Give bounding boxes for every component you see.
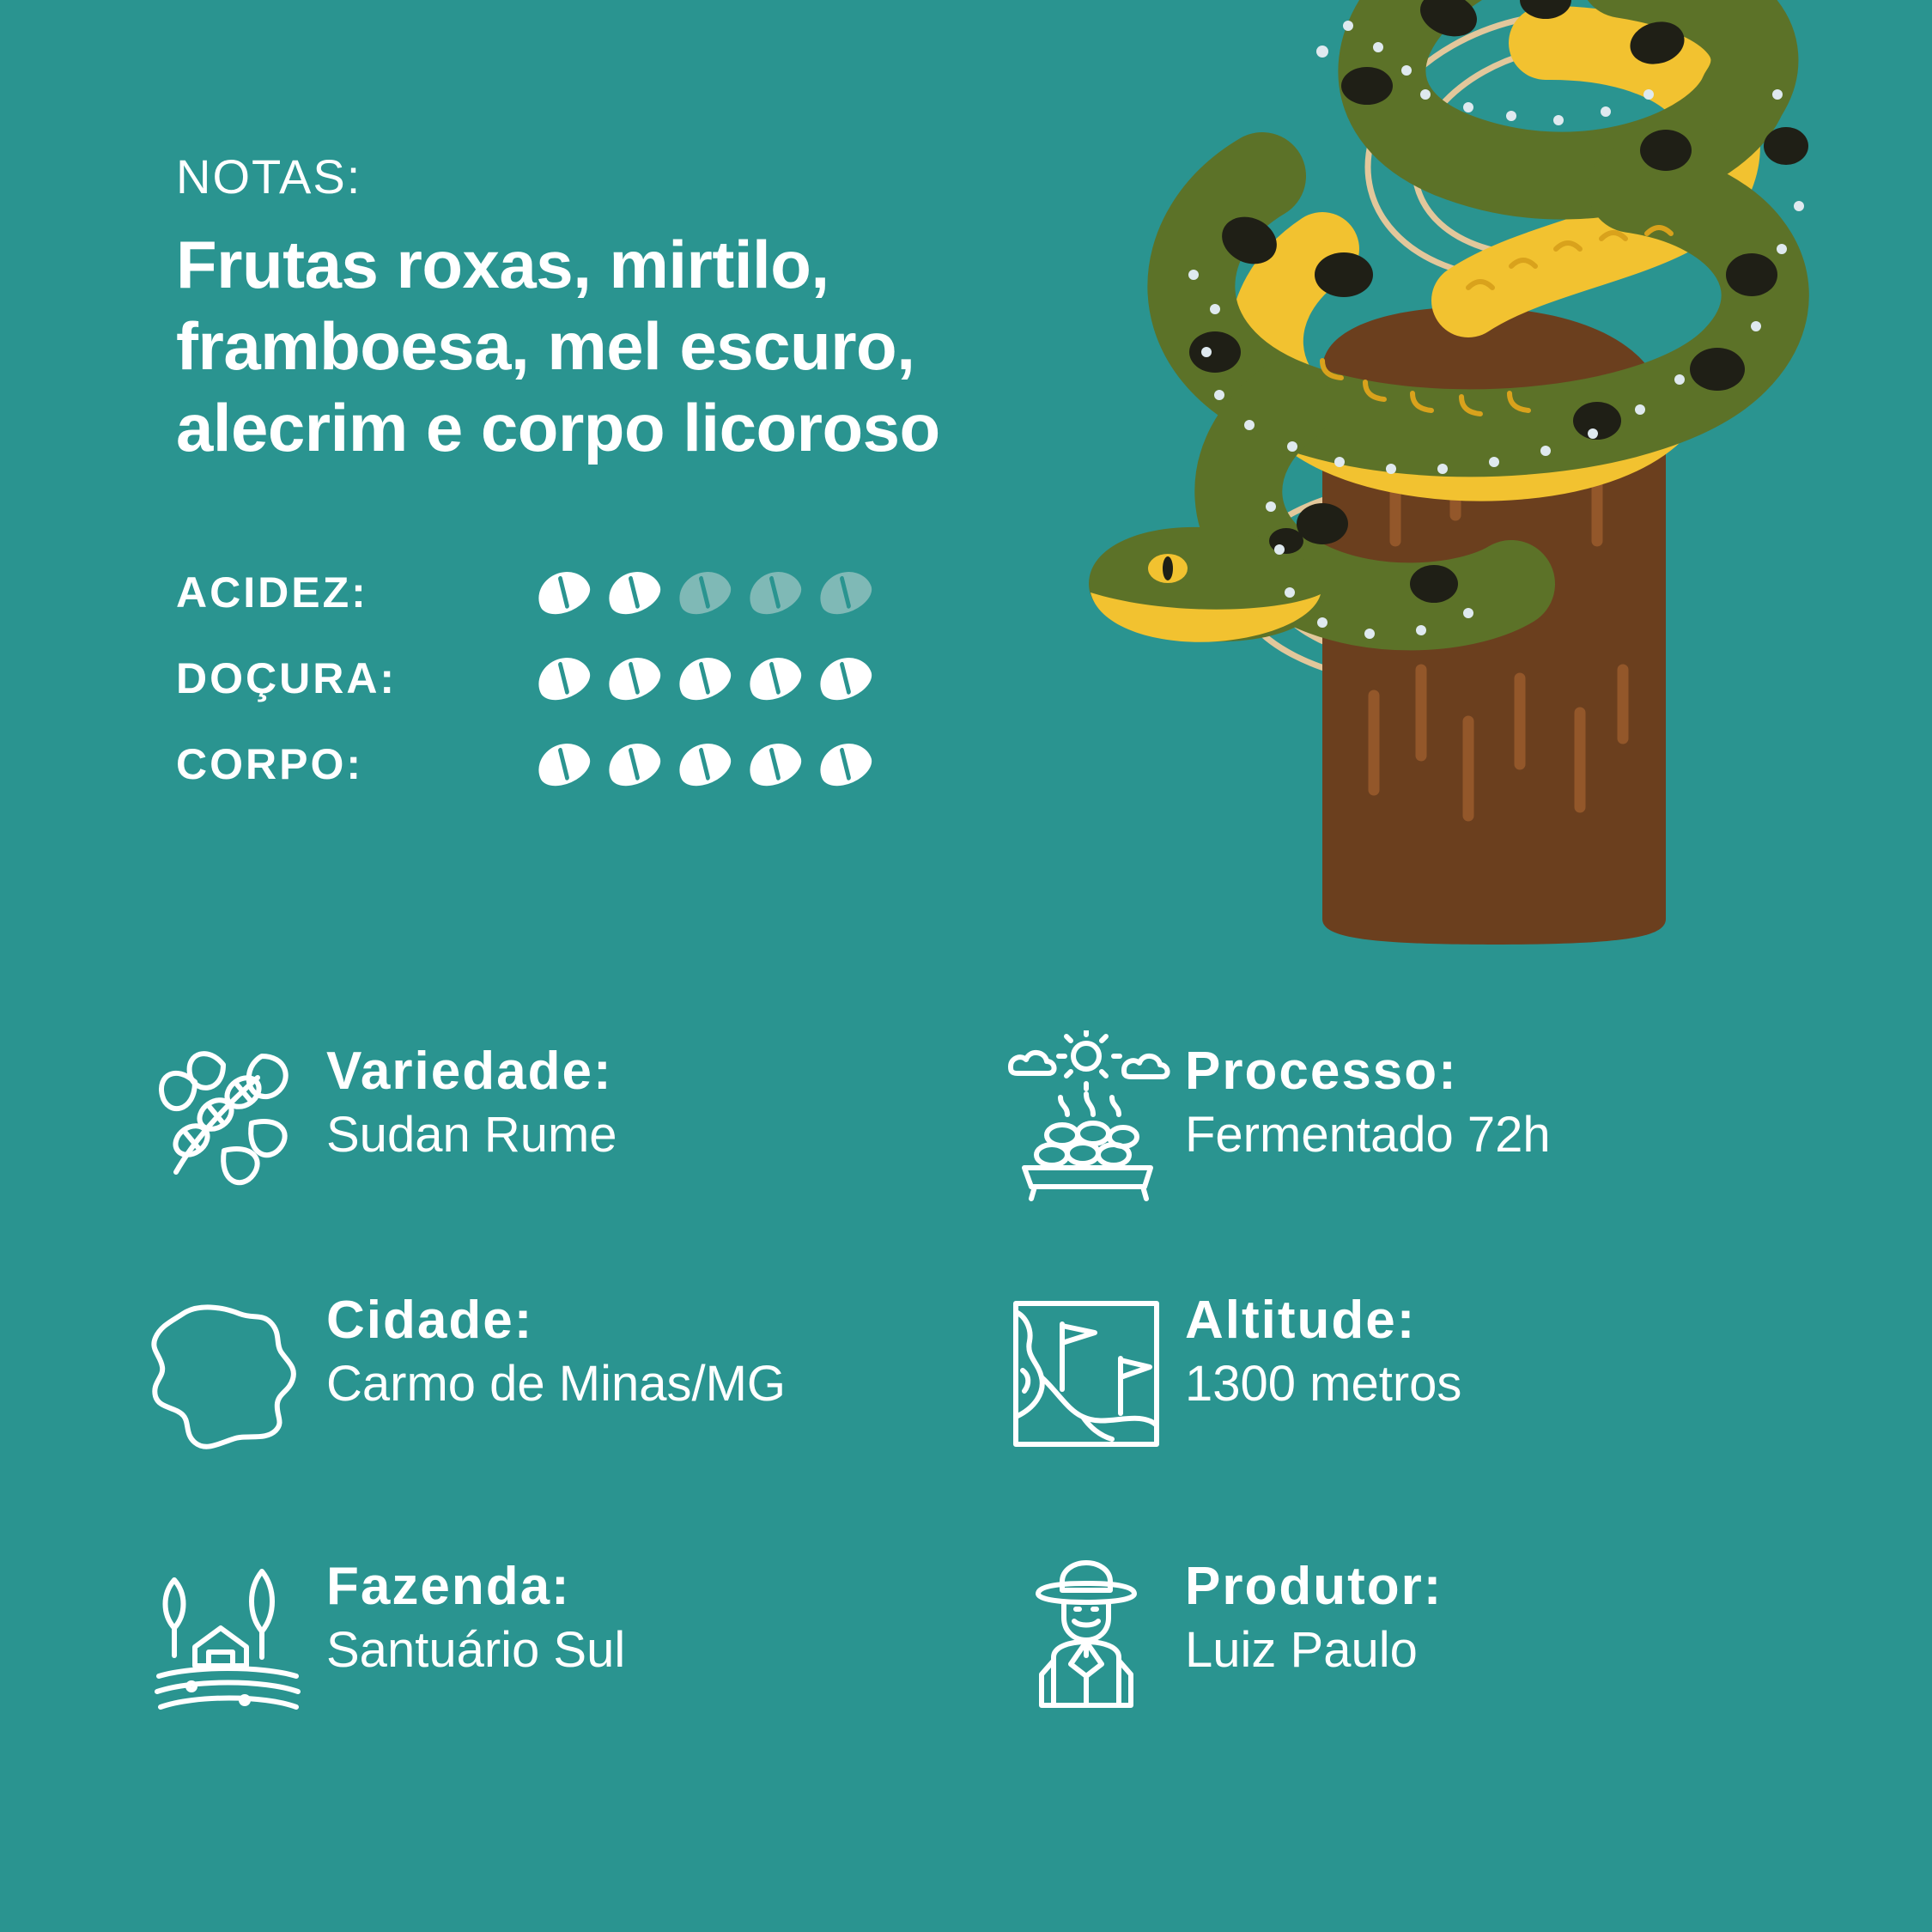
rating-label-docura: DOÇURA:	[176, 654, 398, 702]
bean-filled	[671, 735, 736, 793]
bean-filled	[812, 735, 877, 793]
bean-empty	[812, 563, 877, 621]
info-value-cidade: Carmo de Minas/MG	[326, 1356, 787, 1413]
info-item-fazenda	[129, 1533, 970, 1730]
drying-beds-sun-icon	[987, 1018, 1185, 1215]
info-value-processo: Fermentado 72h	[1185, 1107, 1551, 1163]
rating-row-corpo	[176, 721, 1035, 807]
bean-filled	[601, 563, 665, 621]
info-value-altitude: 1300 metros	[1185, 1356, 1462, 1413]
info-title-processo: Processo:	[1185, 1042, 1458, 1101]
rating-label-acidez: ACIDEZ:	[176, 568, 368, 617]
rating-row-acidez	[176, 550, 1035, 635]
bean-filled	[812, 649, 877, 707]
bean-filled	[531, 563, 595, 621]
info-value-variedade: Sudan Rume	[326, 1107, 617, 1163]
bean-filled	[531, 649, 595, 707]
rating-beans-acidez	[537, 573, 872, 612]
rating-beans-corpo	[537, 744, 872, 784]
notes-text: Frutas roxas, mirtilo, framboesa, mel escuro, alecrim e corpo licoroso	[176, 226, 940, 465]
farmer-icon	[987, 1533, 1185, 1730]
rating-label-corpo: CORPO:	[176, 740, 363, 788]
info-item-processo	[987, 1018, 1829, 1215]
bean-empty	[742, 563, 806, 621]
bean-filled	[742, 649, 806, 707]
farm-house-icon	[129, 1533, 326, 1730]
info-value-produtor: Luiz Paulo	[1185, 1622, 1418, 1679]
info-grid	[129, 1018, 1829, 1730]
info-value-fazenda: Santuário Sul	[326, 1622, 626, 1679]
info-item-altitude	[987, 1267, 1829, 1481]
ratings-section	[176, 550, 1035, 807]
info-item-cidade	[129, 1267, 970, 1481]
info-title-altitude: Altitude:	[1185, 1291, 1417, 1350]
bean-filled	[742, 735, 806, 793]
notes-label: NOTAS:	[176, 149, 362, 204]
mountain-flags-icon	[987, 1267, 1185, 1481]
notes-block	[176, 150, 1121, 469]
info-title-cidade: Cidade:	[326, 1291, 534, 1350]
bean-filled	[531, 735, 595, 793]
rating-row-docura	[176, 635, 1035, 721]
snake-on-tree-trunk-illustration	[1065, 0, 1932, 953]
info-title-produtor: Produtor:	[1185, 1557, 1443, 1616]
bean-filled	[671, 649, 736, 707]
info-item-produtor	[987, 1533, 1829, 1730]
info-item-variedade	[129, 1018, 970, 1215]
info-title-fazenda: Fazenda:	[326, 1557, 571, 1616]
minas-gerais-map-icon	[129, 1267, 326, 1481]
bean-filled	[601, 649, 665, 707]
coffee-branch-icon	[129, 1018, 326, 1215]
bean-empty	[671, 563, 736, 621]
rating-beans-docura	[537, 659, 872, 698]
bean-filled	[601, 735, 665, 793]
info-title-variedade: Variedade:	[326, 1042, 613, 1101]
